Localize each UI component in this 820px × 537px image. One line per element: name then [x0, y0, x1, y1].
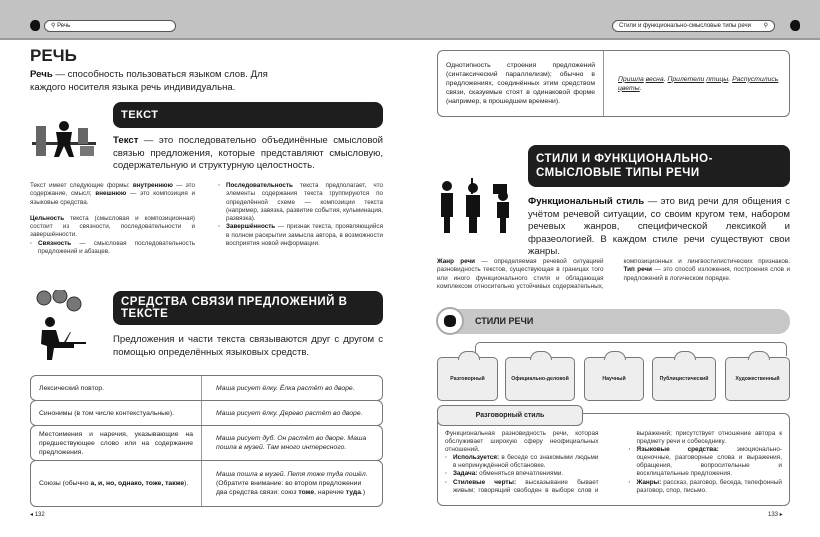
genre-definition: Жанр речи — определяемая речевой ситуацией разновидность текстов, существующая в границах того или иного функционального стиля и обладающая комплексом относительно устойчивых содержательных, композиционных и лингвостилистических признаков. Тип речи — это способ изложения, построения слов и предложений в логическом порядке. [437, 258, 790, 290]
table-row: Союзы (обычно а, и, но, однако, тоже, также). Маша пошла в музей. Петя тоже туда пошёл. (Обратите внимание: во втором предложении два средства связи: союз тоже, наречие туда.) [30, 460, 383, 507]
conversational-style-text: Функциональная разновидность речи, которая обслуживает широкую сферу неофициальных отношений. · Используется: в беседе со знакомыми людьми в непринуждённой обстановке. · Задача: обменяться впечатлениями. · Стилевые черты: высказывание бывает живым; говорящий свободен в выборе слов и выражений; присутствует отношение автора к предмету речи и собеседнику. · Языковые средства: эмоционально-оценочные, разговорные слова и выражения, обращения, вопросительные и восклицательные предложения. · Жанры: рассказ, разговор, беседа, телефонный разговор, спор, письмо. [445, 420, 782, 495]
page-number-right: 133 ▸ [768, 512, 783, 518]
books-reader-icon [30, 120, 98, 158]
section-heading-means: СРЕДСТВА СВЯЗИ ПРЕДЛОЖЕНИЙ В ТЕКСТЕ [113, 291, 383, 325]
speech-styles-title: СТИЛИ РЕЧИ [475, 316, 534, 326]
text-definition: Текст — это последовательно объединённые смысловой связью предложения, которые представляют смысловую, содержательную и структурную целостность. [113, 135, 383, 171]
style-box: Художественный [725, 357, 790, 401]
style-box: Публицистический [652, 357, 716, 401]
style-box: Официально-деловой [505, 357, 575, 401]
text-properties-column: · Последовательность текста предполагает, что элементы содержания текста группируются по определённой схеме — композиции текста (например, завязка, развитие события, кульминация, развязка). · Завершённость — признак текста, проявляющийся в полном раскрытии замысла автора, в возможности восприятия новой информации. [218, 182, 383, 248]
table-row: Лексический повтор. Маша рисует ёлку. Ёлка растёт во дворе. [30, 375, 383, 401]
intro: Речь — способность пользоваться языком слов. Для каждого носителя языка речь индивидуальна. [30, 69, 268, 93]
page-title: РЕЧЬ [30, 46, 77, 65]
page-number-left: ◂ 132 [30, 512, 45, 518]
section-heading-text: ТЕКСТ [113, 102, 383, 128]
means-intro: Предложения и части текста связываются друг с другом с помощью определённых языковых средств. [113, 334, 383, 358]
table-row: Местоимения и наречия, указывающие на предшествующее слово или на содержание предложения. Маша рисует дуб. Он растёт во дворе. Маша пошла в музей. Там много интересного. [30, 425, 383, 461]
conversational-style-tab: Разговорный стиль [437, 405, 583, 426]
text-forms-column: Текст имеет следующие формы: внутреннюю — это содержание, смысл; внешнюю — это композиция и языковые средства. Цельность текста (смысловая и композиционная) состоит из связности, последовательности и завершённости. · Связность — смысловая последовательность предложений и абзацев. [30, 182, 195, 256]
search-field-left[interactable]: ⚲ Речь [44, 20, 176, 32]
section-heading-styles: СТИЛИ И ФУНКЦИОНАЛЬНО-СМЫСЛОВЫЕ ТИПЫ РЕЧИ [528, 145, 790, 187]
speakers-icon [435, 178, 515, 234]
search-field-right[interactable]: Стили и функционально-смысловые типы речи ⚲ [612, 20, 775, 32]
table-row: Однотипность строения предложений (синтаксический параллелизм); обычно в предложениях, соединённых этим средством связи, сказуемые стоят в одинаковой форме (например, в прошедшем времени). Пришла весна. Прилетели птицы. Распустились цветы. [437, 50, 790, 117]
thinking-person-icon [30, 290, 90, 362]
search-icon: ⚲ [51, 23, 58, 29]
functional-style-definition: Функциональный стиль — это вид речи для общения с учётом речевой ситуации, со своим кругом тем, набором речевых жанров, специфической лексикой и фразеологией. В каждом стиле речи существуют свои жанры. [528, 196, 790, 257]
search-icon: ⚲ [763, 23, 768, 29]
head-icon [790, 20, 800, 31]
head-icon [30, 20, 40, 31]
table-row: Синонимы (в том числе контекстуальные). Маша рисует ёлку. Дерево растёт во дворе. [30, 400, 383, 426]
style-box: Научный [584, 357, 644, 401]
connector-line [475, 342, 787, 356]
reader-icon [436, 307, 464, 335]
style-box: Разговорный [437, 357, 498, 401]
